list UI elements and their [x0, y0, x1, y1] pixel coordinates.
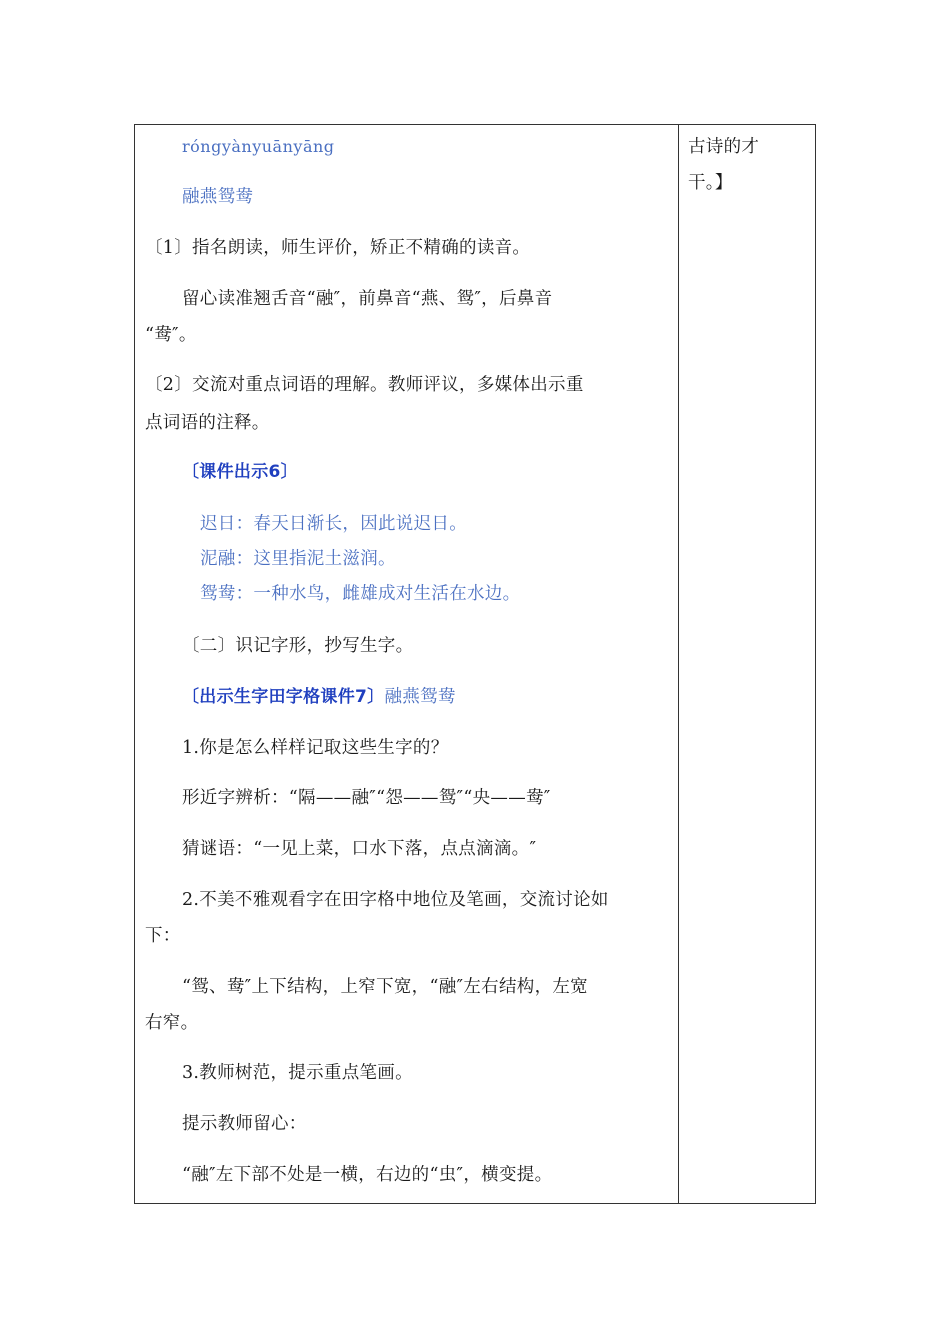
- courseware7-line: [182, 679, 456, 715]
- right-line-2: 干。】: [688, 173, 733, 193]
- gloss-3: 鸳鸯：一种水鸟，雌雄成对生活在水边。: [200, 584, 521, 604]
- question3: 3.教师树范，提示重点笔画。: [182, 1063, 413, 1083]
- tip-detail: “融″左下部不处是一横，右边的“虫″，横变提。: [182, 1165, 553, 1185]
- step2-b: 点词语的注释。: [145, 413, 270, 433]
- vocab-words: 融燕鸳鸯: [182, 187, 254, 207]
- tip-heading: 提示教师留心：: [182, 1114, 307, 1134]
- gloss-1: 迟日：春天日渐长，因此说迟日。: [200, 514, 467, 534]
- courseware7-words: 融燕鸳鸯: [384, 687, 456, 707]
- question2-a: 2.不美不雅观看字在田字格中地位及笔画，交流讨论如: [182, 890, 609, 910]
- question1: 1.你是怎么样样记取这些生字的？: [182, 738, 449, 758]
- gloss-2: 泥融：这里指泥土滋润。: [200, 549, 396, 569]
- lesson-table: [134, 124, 816, 1204]
- question1-compare: 形近字辨析：“隔——融″“怨——鸳″“央——鸯″: [182, 788, 551, 808]
- question2-detail-a: “鸳、鸯″上下结构，上窄下宽，“融″左右结构，左宽: [182, 977, 588, 997]
- step1-note-a: 留心读准翘舌音“融″，前鼻音“燕、鸳″，后鼻音: [182, 289, 553, 309]
- section2: 〔二〕识记字形，抄写生字。: [182, 636, 414, 656]
- courseware6-label: 〔课件出示6〕: [182, 462, 298, 482]
- step1: 〔1〕指名朗读，师生评价，矫正不精确的读音。: [145, 238, 531, 258]
- question2-b: 下：: [145, 926, 181, 946]
- courseware7-label: 〔出示生字田字格课件7〕: [182, 687, 385, 707]
- right-line-1: 古诗的才: [688, 137, 760, 157]
- pinyin-line: róngyànyuānyāng: [182, 137, 335, 156]
- question2-detail-b: 右窄。: [145, 1013, 199, 1033]
- step2-a: 〔2〕交流对重点词语的理解。教师评议，多媒体出示重: [145, 375, 584, 395]
- question1-riddle: 猜谜语：“一见上菜，口水下落，点点滴滴。″: [182, 839, 537, 859]
- column-divider: [678, 125, 679, 1203]
- step1-note-b: “鸯″。: [145, 325, 197, 345]
